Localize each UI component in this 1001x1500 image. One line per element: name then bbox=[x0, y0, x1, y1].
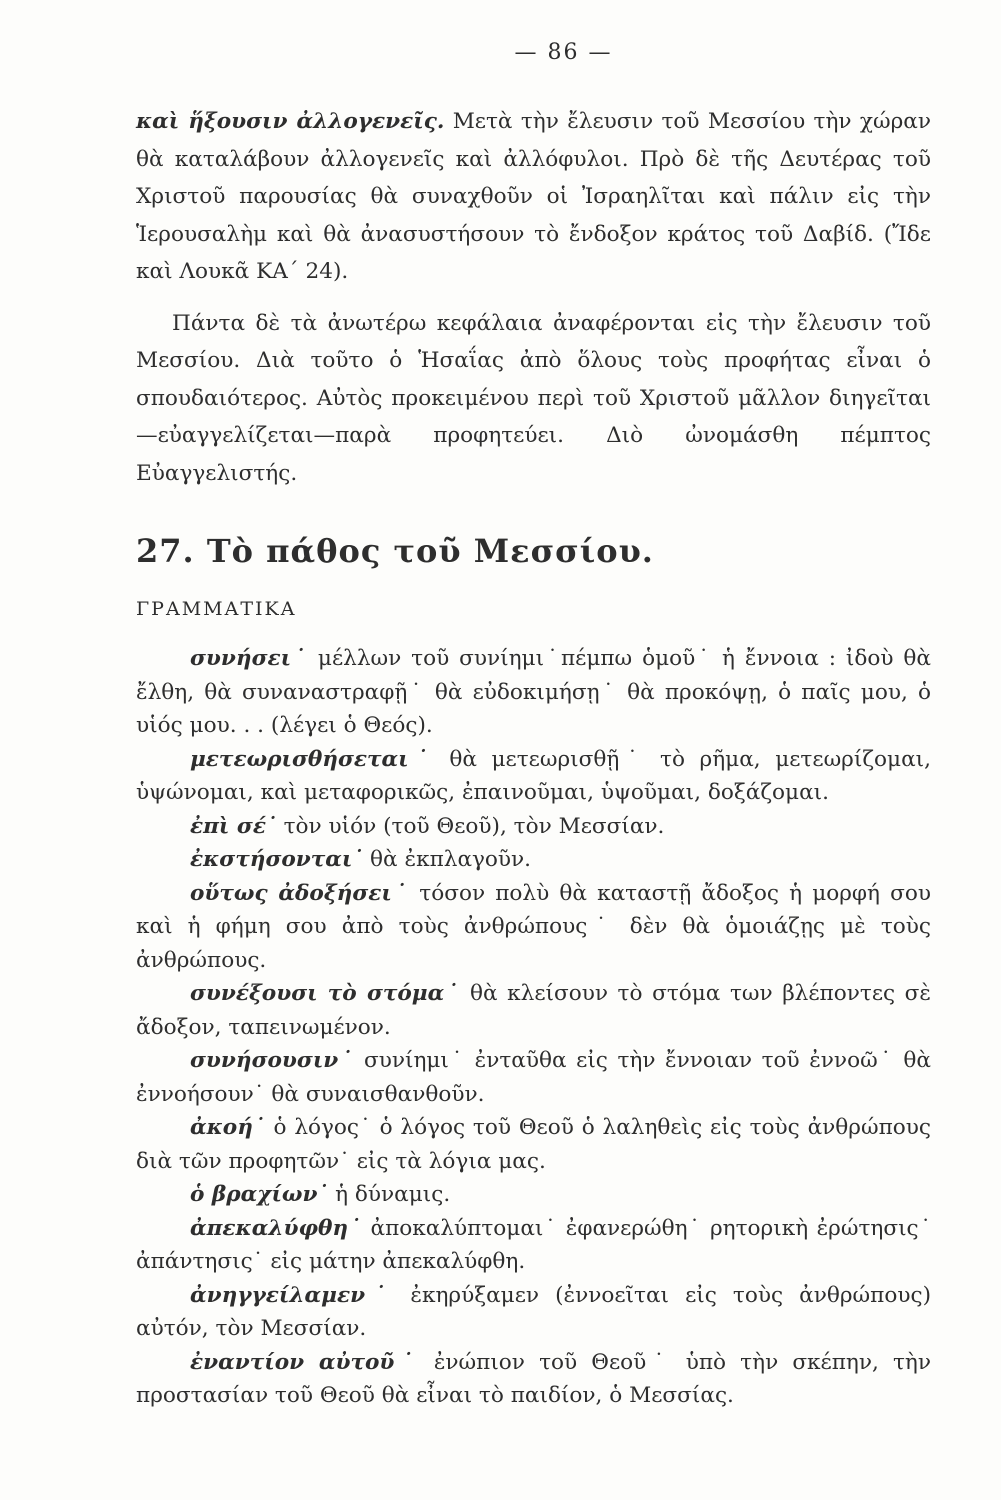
glossary-definition: ἐνώπιον τοῦ Θεοῦ˙ ὑπὸ τὴν σκέπην, τὴν προστασίαν τοῦ Θεοῦ θὰ εἶναι τὸ παιδίον, ὁ Μεσσίας. bbox=[136, 1349, 932, 1408]
glossary-entry bbox=[136, 642, 931, 743]
glossary-term: ἐκστήσονται˙ bbox=[190, 847, 364, 872]
glossary-entry bbox=[136, 743, 931, 810]
glossary-definition: θὰ μετεωρισθῇ˙ τὸ ρῆμα, μετεωρίζομαι, ὑψώνομαι, καὶ μεταφορικῶς, ἐπαινοῦμαι, ὑψοῦμαι, δοξάζομαι. bbox=[136, 746, 931, 805]
glossary-term: οὕτως ἀδοξήσει˙ bbox=[190, 880, 410, 906]
glossary-definition: μέλλων τοῦ συνίημι˙πέμπω ὁμοῦ˙ ἡ ἔννοια : ἰδοὺ θὰ ἔλθη, θὰ συναναστραφῇ˙ θὰ εὐδοκιμήσῃ˙ θὰ προκόψῃ, ὁ παῖς μου, ὁ υἱός μου. . . (λέγει ὁ Θεός). bbox=[136, 646, 932, 738]
glossary-term: ἀπεκαλύφθη˙ bbox=[190, 1215, 363, 1241]
paragraph-1 bbox=[136, 103, 931, 291]
glossary-entry bbox=[136, 1279, 931, 1346]
glossary-definition: τόσον πολὺ θὰ καταστῇ ἄδοξος ἡ μορφή σου καὶ ἡ φήμη σου ἀπὸ τοὺς ἀνθρώπους˙ δὲν θὰ ὁμοιάζῃς μὲ τοὺς ἀνθρώπους. bbox=[136, 880, 931, 973]
glossary-entry bbox=[136, 1212, 931, 1279]
glossary-term: ἐπὶ σέ˙ bbox=[190, 813, 277, 839]
glossary-term: ἀκοή˙ bbox=[190, 1115, 266, 1140]
glossary-term: συνήσουσιν˙ bbox=[190, 1048, 355, 1073]
glossary-definition: ἐκηρύξαμεν (ἐννοεῖται εἰς τοὺς ἀνθρώπους) αὐτόν, τὸν Μεσσίαν. bbox=[136, 1282, 931, 1341]
glossary-term: μετεωρισθήσεται˙ bbox=[190, 746, 435, 772]
chapter-title: 27. Τὸ πάθος τοῦ Μεσσίου. bbox=[136, 532, 654, 570]
paragraph-2: Πάντα δὲ τὰ ἀνωτέρω κεφάλαια ἀναφέρονται εἰς τὴν ἔλευσιν τοῦ Μεσσίου. Διὰ τοῦτο ὁ Ἡσαΐας ἀπὸ ὅλους τοὺς προφήτας εἶναι ὁ σπουδαιότερος. Αὐτὸς προκειμένου περὶ τοῦ Χριστοῦ μᾶλλον διηγεῖται—εὐαγγελίζεται—παρὰ προφητεύει. Διὸ ὠνομάσθη πέμπτος Εὐαγγελιστής. bbox=[136, 310, 931, 486]
glossary-entry bbox=[136, 1111, 931, 1178]
glossary-definition: συνίημι˙ ἐνταῦθα εἰς τὴν ἔννοιαν τοῦ ἐννοῶ˙ θὰ ἐννοήσουν˙ θὰ συναισθανθοῦν. bbox=[136, 1048, 931, 1107]
page-number: — 86 — bbox=[514, 40, 613, 65]
glossary-term: συνήσει˙ bbox=[190, 646, 308, 671]
glossary-term: ὁ βραχίων˙ bbox=[190, 1182, 329, 1207]
glossary-definition: ἡ δύναμις. bbox=[328, 1182, 451, 1207]
glossary-entry bbox=[136, 1178, 931, 1212]
glossary-entry bbox=[136, 810, 931, 844]
glossary-entry bbox=[136, 977, 931, 1044]
glossary-entry bbox=[136, 1346, 931, 1413]
glossary-definition: θὰ ἐκπλαγοῦν. bbox=[363, 847, 532, 872]
glossary-entry bbox=[136, 1044, 931, 1111]
glossary-term: συνέξουσι τὸ στόμα˙ bbox=[190, 981, 461, 1006]
paragraph-1-text: Μετὰ τὴν ἔλευσιν τοῦ Μεσσίου τὴν χώραν θὰ καταλάβουν ἀλλογενεῖς καὶ ἀλλόφυλοι. Πρὸ δὲ τῆς Δευτέρας τοῦ Χριστοῦ παρουσίας θὰ συναχθοῦν οἱ Ἰσραηλῖται καὶ πάλιν εἰς τὴν Ἱερουσαλὴμ καὶ θὰ ἀνασυστήσουν τὸ ἔνδοξον κράτος τοῦ Δαβίδ. (Ἴδε καὶ Λουκᾶ ΚΑ΄ 24). bbox=[136, 109, 931, 284]
glossary-entry bbox=[136, 877, 931, 978]
glossary-definition: θὰ κλείσουν τὸ στόμα των βλέποντες σὲ ἄδοξον, ταπεινωμένον. bbox=[136, 981, 932, 1040]
glossary-term: ἀνηγγείλαμεν˙ bbox=[190, 1282, 395, 1308]
glossary-list bbox=[136, 642, 931, 1413]
paragraph-1-lead: καὶ ἥξουσιν ἀλλογενεῖς. bbox=[136, 109, 445, 134]
glossary-definition: ἀποκαλύπτομαι˙ ἐφανερώθη˙ ρητορικὴ ἐρώτησις˙ ἀπάντησις˙ εἰς μάτην ἀπεκαλύφθη. bbox=[136, 1215, 932, 1274]
glossary-definition: ὁ λόγος˙ ὁ λόγος τοῦ Θεοῦ ὁ λαληθεὶς εἰς τοὺς ἀνθρώπους διὰ τῶν προφητῶν˙ εἰς τὰ λόγια μας. bbox=[136, 1115, 932, 1174]
glossary-term: ἐναντίον αὐτοῦ˙ bbox=[190, 1349, 420, 1375]
glossary-entry bbox=[136, 843, 931, 877]
glossary-definition: τὸν υἱόν (τοῦ Θεοῦ), τὸν Μεσσίαν. bbox=[276, 813, 665, 839]
section-label: ΓΡΑΜΜΑΤΙΚΑ bbox=[136, 598, 297, 620]
